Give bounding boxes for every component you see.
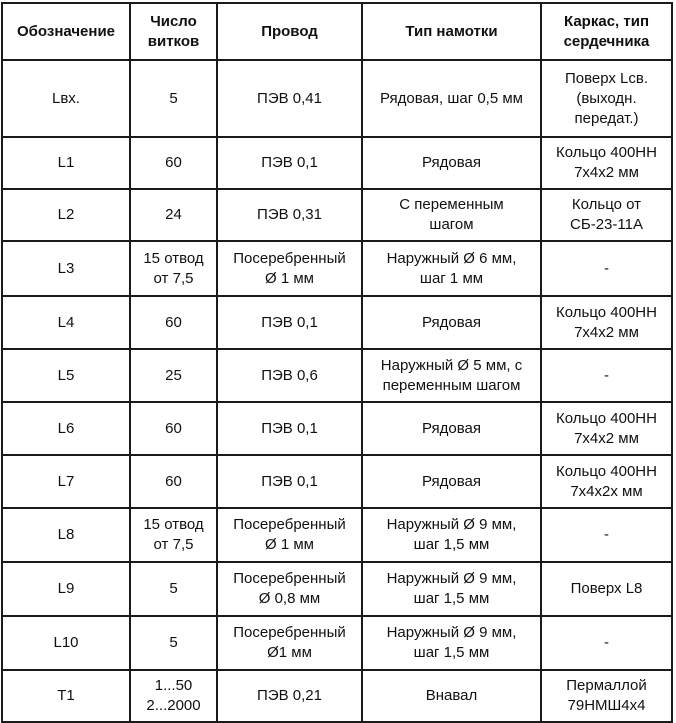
cell-turns: 5 — [130, 60, 217, 137]
cell-winding-type: Рядовая — [362, 402, 541, 455]
cell-designation: L2 — [2, 189, 130, 241]
cell-winding-type: Наружный Ø 9 мм, шаг 1,5 мм — [362, 562, 541, 616]
cell-turns: 1...50 2...2000 — [130, 670, 217, 722]
cell-winding-type: Рядовая, шаг 0,5 мм — [362, 60, 541, 137]
cell-turns: 25 — [130, 349, 217, 402]
cell-frame-core: Кольцо 400НН 7х4х2 мм — [541, 137, 672, 189]
cell-frame-core: Кольцо 400НН 7х4х2х мм — [541, 455, 672, 508]
cell-winding-type: Рядовая — [362, 296, 541, 349]
cell-wire: Посеребренный Ø 1 мм — [217, 508, 362, 562]
cell-designation: L4 — [2, 296, 130, 349]
cell-wire: ПЭВ 0,1 — [217, 296, 362, 349]
inductor-table — [1, 2, 673, 723]
table-row — [2, 241, 672, 296]
cell-turns: 15 отвод от 7,5 — [130, 508, 217, 562]
cell-winding-type: Внавал — [362, 670, 541, 722]
header-designation: Обозначение — [2, 3, 130, 60]
cell-turns: 60 — [130, 137, 217, 189]
cell-designation: L3 — [2, 241, 130, 296]
header-wire: Провод — [217, 3, 362, 60]
cell-frame-core: Кольцо 400НН 7х4х2 мм — [541, 402, 672, 455]
cell-winding-type: Рядовая — [362, 455, 541, 508]
cell-designation: L10 — [2, 616, 130, 670]
cell-frame-core: Кольцо от СБ-23-11А — [541, 189, 672, 241]
table-row — [2, 562, 672, 616]
cell-winding-type: Наружный Ø 9 мм, шаг 1,5 мм — [362, 616, 541, 670]
cell-wire: ПЭВ 0,6 — [217, 349, 362, 402]
table-row — [2, 402, 672, 455]
cell-turns: 5 — [130, 616, 217, 670]
table-row — [2, 349, 672, 402]
cell-turns: 5 — [130, 562, 217, 616]
table-row — [2, 508, 672, 562]
cell-winding-type: Наружный Ø 5 мм, с переменным шагом — [362, 349, 541, 402]
cell-frame-core: Кольцо 400НН 7х4х2 мм — [541, 296, 672, 349]
table-row — [2, 616, 672, 670]
cell-wire: ПЭВ 0,21 — [217, 670, 362, 722]
table-row — [2, 296, 672, 349]
cell-frame-core: - — [541, 616, 672, 670]
cell-turns: 60 — [130, 455, 217, 508]
table-row — [2, 670, 672, 722]
cell-designation: L6 — [2, 402, 130, 455]
cell-wire: Посеребренный Ø 0,8 мм — [217, 562, 362, 616]
header-winding-type: Тип намотки — [362, 3, 541, 60]
table-row — [2, 137, 672, 189]
cell-wire: ПЭВ 0,41 — [217, 60, 362, 137]
cell-frame-core: - — [541, 241, 672, 296]
header-frame-core: Каркас, тип сердечника — [541, 3, 672, 60]
cell-wire: Посеребренный Ø 1 мм — [217, 241, 362, 296]
cell-designation: L1 — [2, 137, 130, 189]
cell-winding-type: Наружный Ø 6 мм, шаг 1 мм — [362, 241, 541, 296]
table-row — [2, 189, 672, 241]
cell-wire: ПЭВ 0,31 — [217, 189, 362, 241]
cell-wire: ПЭВ 0,1 — [217, 455, 362, 508]
cell-frame-core: - — [541, 508, 672, 562]
cell-turns: 24 — [130, 189, 217, 241]
cell-turns: 60 — [130, 296, 217, 349]
cell-turns: 60 — [130, 402, 217, 455]
cell-designation: L5 — [2, 349, 130, 402]
table-body — [2, 60, 672, 722]
cell-designation: L9 — [2, 562, 130, 616]
cell-designation: L8 — [2, 508, 130, 562]
cell-frame-core: Поверх L8 — [541, 562, 672, 616]
cell-winding-type: Наружный Ø 9 мм, шаг 1,5 мм — [362, 508, 541, 562]
cell-winding-type: Рядовая — [362, 137, 541, 189]
cell-frame-core: - — [541, 349, 672, 402]
cell-frame-core: Поверх Lсв. (выходн. передат.) — [541, 60, 672, 137]
cell-designation: Т1 — [2, 670, 130, 722]
cell-wire: ПЭВ 0,1 — [217, 137, 362, 189]
cell-designation: L7 — [2, 455, 130, 508]
cell-designation: Lвх. — [2, 60, 130, 137]
cell-frame-core: Пермаллой 79НМШ4х4 — [541, 670, 672, 722]
table-row — [2, 455, 672, 508]
header-turns: Число витков — [130, 3, 217, 60]
table-header-row — [2, 3, 672, 60]
cell-turns: 15 отвод от 7,5 — [130, 241, 217, 296]
cell-wire: Посеребренный Ø1 мм — [217, 616, 362, 670]
cell-wire: ПЭВ 0,1 — [217, 402, 362, 455]
table-row — [2, 60, 672, 137]
cell-winding-type: С переменным шагом — [362, 189, 541, 241]
